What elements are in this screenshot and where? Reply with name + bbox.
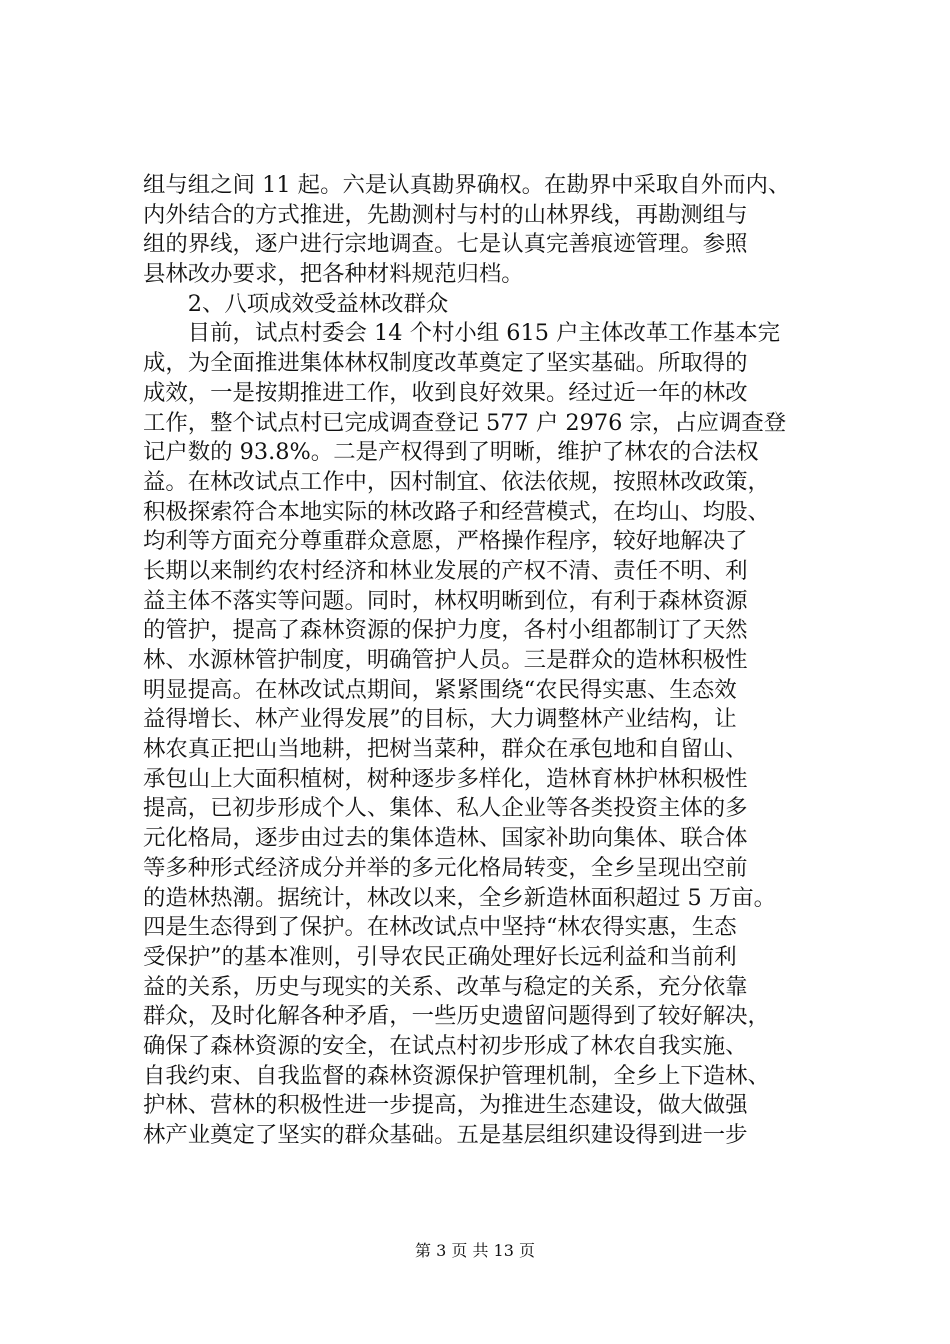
- text-line: 林产业奠定了坚实的群众基础。五是基层组织建设得到进一步: [143, 1122, 748, 1148]
- text-line: 确保了森林资源的安全，在试点村初步形成了林农自我实施、: [143, 1032, 748, 1059]
- text-line: 成，为全面推进集体林权制度改革奠定了坚实基础。所取得的: [143, 350, 748, 377]
- text-line: 内外结合的方式推进，先勘测村与村的山林界线，再勘测组与: [143, 201, 748, 228]
- text-line: 益。在林改试点工作中，因村制宜、依法依规，按照林改政策，: [143, 468, 770, 495]
- text-line: 林农真正把山当地耕，把树当菜种，群众在承包地和自留山、: [143, 736, 748, 763]
- text-line: 护林、营林的积极性进一步提高，为推进生态建设，做大做强: [143, 1092, 748, 1119]
- text-line: 四是生态得到了保护。在林改试点中坚持“林农得实惠，生态: [143, 914, 737, 941]
- body-text: [143, 171, 833, 1151]
- text-line: 益的关系，历史与现实的关系、改革与稳定的关系，充分依靠: [143, 973, 748, 1000]
- text-line: 提高，已初步形成个人、集体、私人企业等各类投资主体的多: [143, 795, 748, 822]
- text-line: 承包山上大面积植树，树种逐步多样化，造林育林护林积极性: [143, 765, 748, 792]
- text-line: 的管护，提高了森林资源的保护力度，各村小组都制订了天然: [143, 617, 748, 644]
- text-line: 受保护”的基本准则，引导农民正确处理好长远利益和当前利: [143, 943, 737, 970]
- section-heading: 2、八项成效受益林改群众: [143, 290, 449, 317]
- text-line: 的造林热潮。据统计，林改以来，全乡新造林面积超过 5 万亩。: [143, 884, 777, 911]
- text-line: 目前，试点村委会 14 个村小组 615 户主体改革工作基本完: [143, 320, 781, 347]
- text-line: 自我约束、自我监督的森林资源保护管理机制，全乡上下造林、: [143, 1062, 770, 1089]
- text-line: 组的界线，逐户进行宗地调查。七是认真完善痕迹管理。参照: [143, 231, 748, 258]
- text-line: 组与组之间 11 起。六是认真勘界确权。在勘界中采取自外而内、: [143, 172, 791, 198]
- text-line: 林、水源林管护制度，明确管护人员。三是群众的造林积极性: [143, 647, 748, 673]
- text-line: 等多种形式经济成分并举的多元化格局转变，全乡呈现出空前: [143, 854, 748, 881]
- text-line: 县林改办要求，把各种材料规范归档。: [143, 261, 524, 288]
- text-line: 元化格局，逐步由过去的集体造林、国家补助向集体、联合体: [143, 825, 748, 852]
- text-line: 益主体不落实等问题。同时，林权明晰到位，有利于森林资源: [143, 587, 748, 614]
- text-line: 长期以来制约农村经济和林业发展的产权不清、责任不明、利: [143, 557, 748, 584]
- text-line: 明显提高。在林改试点期间，紧紧围绕“农民得实惠、生态效: [143, 676, 737, 703]
- text-line: 积极探索符合本地实际的林改路子和经营模式，在均山、均股、: [143, 498, 770, 525]
- text-line: 均利等方面充分尊重群众意愿，严格操作程序，较好地解决了: [143, 528, 748, 555]
- text-line: 成效，一是按期推进工作，收到良好效果。经过近一年的林改: [143, 379, 748, 406]
- page-number-footer: 第 3 页 共 13 页: [415, 1241, 535, 1260]
- text-line: 记户数的 93.8%。二是产权得到了明晰，维护了林农的合法权: [143, 439, 759, 466]
- text-line: 益得增长、林产业得发展”的目标，大力调整林产业结构，让: [143, 706, 737, 733]
- text-line: 工作，整个试点村已完成调查登记 577 户 2976 宗，占应调查登: [143, 409, 787, 436]
- text-line: 群众，及时化解各种矛盾，一些历史遗留问题得到了较好解决，: [143, 1003, 770, 1030]
